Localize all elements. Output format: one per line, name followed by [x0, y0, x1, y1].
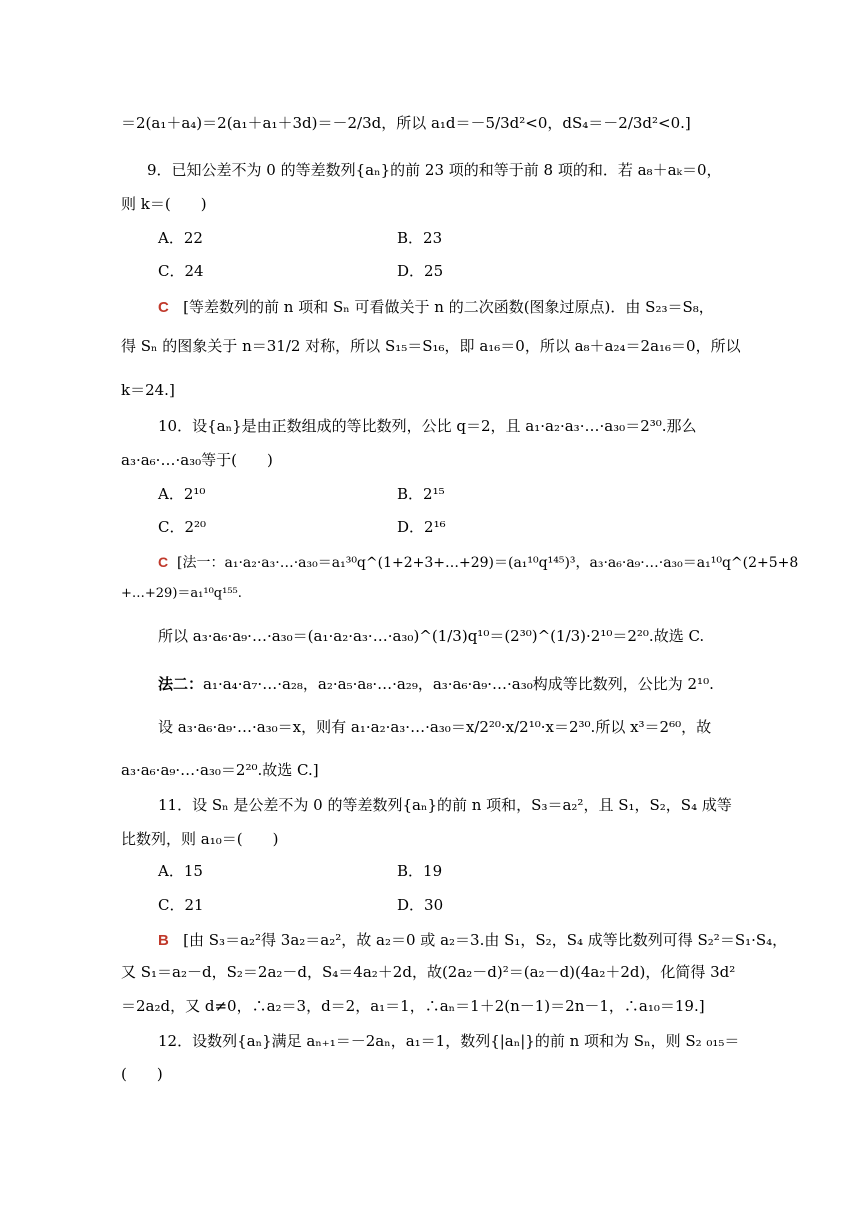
q12-stem-cont: ( ) [121, 1065, 163, 1083]
q10-option-c: C．2²⁰ [158, 518, 207, 536]
q11-solution-line1 [158, 930, 787, 951]
q11-solution-line3: ＝2a₂d，又 d≠0，∴a₂＝3，d＝2，a₁＝1，∴aₙ＝1＋2(n－1)＝2n－1，∴a₁₀＝19.] [121, 997, 705, 1015]
q9-option-d: D．25 [397, 262, 444, 280]
q9-option-c: C．24 [158, 262, 204, 280]
prev-solution-tail: ＝2(a₁＋a₄)＝2(a₁＋a₁＋3d)＝－2/3d，所以 a₁d＝－5/3d²<0，dS₄＝－2/3d²<0.] [121, 114, 691, 132]
q11-answer: B [158, 932, 169, 949]
q9-option-a: A．22 [158, 229, 203, 247]
q9-option-b: B．23 [397, 229, 443, 247]
q11-option-a: A．15 [158, 862, 203, 880]
q10-solution-text: [法一：a₁·a₂·a₃·…·a₃₀＝a₁³⁰q^(1+2+3+…+29)＝(a₁¹⁰q¹⁴⁵)³，a₃·a₆·a₉·…·a₃₀＝a₁¹⁰q^(2+5+8 [177, 555, 799, 571]
q10-stem-cont: a₃·a₆·…·a₃₀等于( ) [121, 451, 273, 469]
q10-option-d: D．2¹⁶ [397, 518, 446, 536]
q10-method2-text: a₁·a₄·a₇·…·a₂₈，a₂·a₅·a₈·…·a₂₉，a₃·a₆·a₉·…·a₃₀构成等比数列，公比为 2¹⁰. [203, 675, 714, 693]
q11-option-b: B．19 [397, 862, 443, 880]
q10-stem: 10．设{aₙ}是由正数组成的等比数列，公比 q＝2，且 a₁·a₂·a₃·…·a₃₀＝2³⁰.那么 [158, 417, 697, 435]
q11-stem: 11．设 Sₙ 是公差不为 0 的等差数列{aₙ}的前 n 项和，S₃＝a₂²，且 S₁，S₂，S₄ 成等 [158, 796, 732, 814]
q10-option-a: A．2¹⁰ [158, 485, 206, 503]
q9-stem-cont: 则 k＝( ) [121, 195, 207, 213]
q11-solution-line2: 又 S₁＝a₂－d，S₂＝2a₂－d，S₄＝4a₂＋2d，故(2a₂－d)²＝(a₂－d)(4a₂＋2d)，化简得 3d² [121, 963, 736, 981]
q11-option-d: D．30 [397, 896, 444, 914]
q10-solution-line2: +…+29)＝a₁¹⁰q¹⁵⁵. [121, 586, 242, 601]
q11-stem-cont: 比数列，则 a₁₀＝( ) [121, 830, 279, 848]
q10-option-b: B．2¹⁵ [397, 485, 445, 503]
q10-method2-line2: 设 a₃·a₆·a₉·…·a₃₀＝x，则有 a₁·a₂·a₃·…·a₃₀＝x/2²⁰·x/2¹⁰·x＝2³⁰.所以 x³＝2⁶⁰，故 [158, 718, 712, 736]
q11-solution-text: [由 S₃＝a₂²得 3a₂＝a₂²，故 a₂＝0 或 a₂＝3.由 S₁，S₂，S₄ 成等比数列可得 S₂²＝S₁·S₄， [183, 931, 788, 949]
q10-method2-line3: a₃·a₆·a₉·…·a₃₀＝2²⁰.故选 C.] [121, 761, 319, 779]
q12-stem: 12．设数列{aₙ}满足 aₙ₊₁＝－2aₙ，a₁＝1，数列{|aₙ|}的前 n 项和为 Sₙ，则 S₂ ₀₁₅＝ [158, 1032, 740, 1050]
q10-method2-line1 [158, 674, 714, 694]
q9-stem: 9．已知公差不为 0 的等差数列{aₙ}的前 23 项的和等于前 8 项的和．若 a₈＋aₖ＝0， [147, 161, 722, 179]
q11-option-c: C．21 [158, 896, 204, 914]
q9-solution-line3: k＝24.] [121, 381, 175, 399]
q9-solution-line2: 得 Sₙ 的图象关于 n＝31/2 对称，所以 S₁₅＝S₁₆，即 a₁₆＝0，所以 a₈＋a₂₄＝2a₁₆＝0，所以 [121, 337, 741, 355]
q10-solution-line1 [158, 552, 798, 573]
q9-solution-line1 [158, 297, 714, 318]
q9-answer: C [158, 299, 169, 316]
q10-solution-line3: 所以 a₃·a₆·a₉·…·a₃₀＝(a₁·a₂·a₃·…·a₃₀)^(1/3)q¹⁰＝(2³⁰)^(1/3)·2¹⁰＝2²⁰.故选 C. [158, 627, 705, 645]
q10-answer: C [158, 554, 169, 570]
q10-method2-label: 法二： [158, 675, 204, 693]
q9-solution-text: [等差数列的前 n 项和 Sₙ 可看做关于 n 的二次函数(图象过原点)．由 S₂₃＝S₈， [183, 298, 714, 316]
